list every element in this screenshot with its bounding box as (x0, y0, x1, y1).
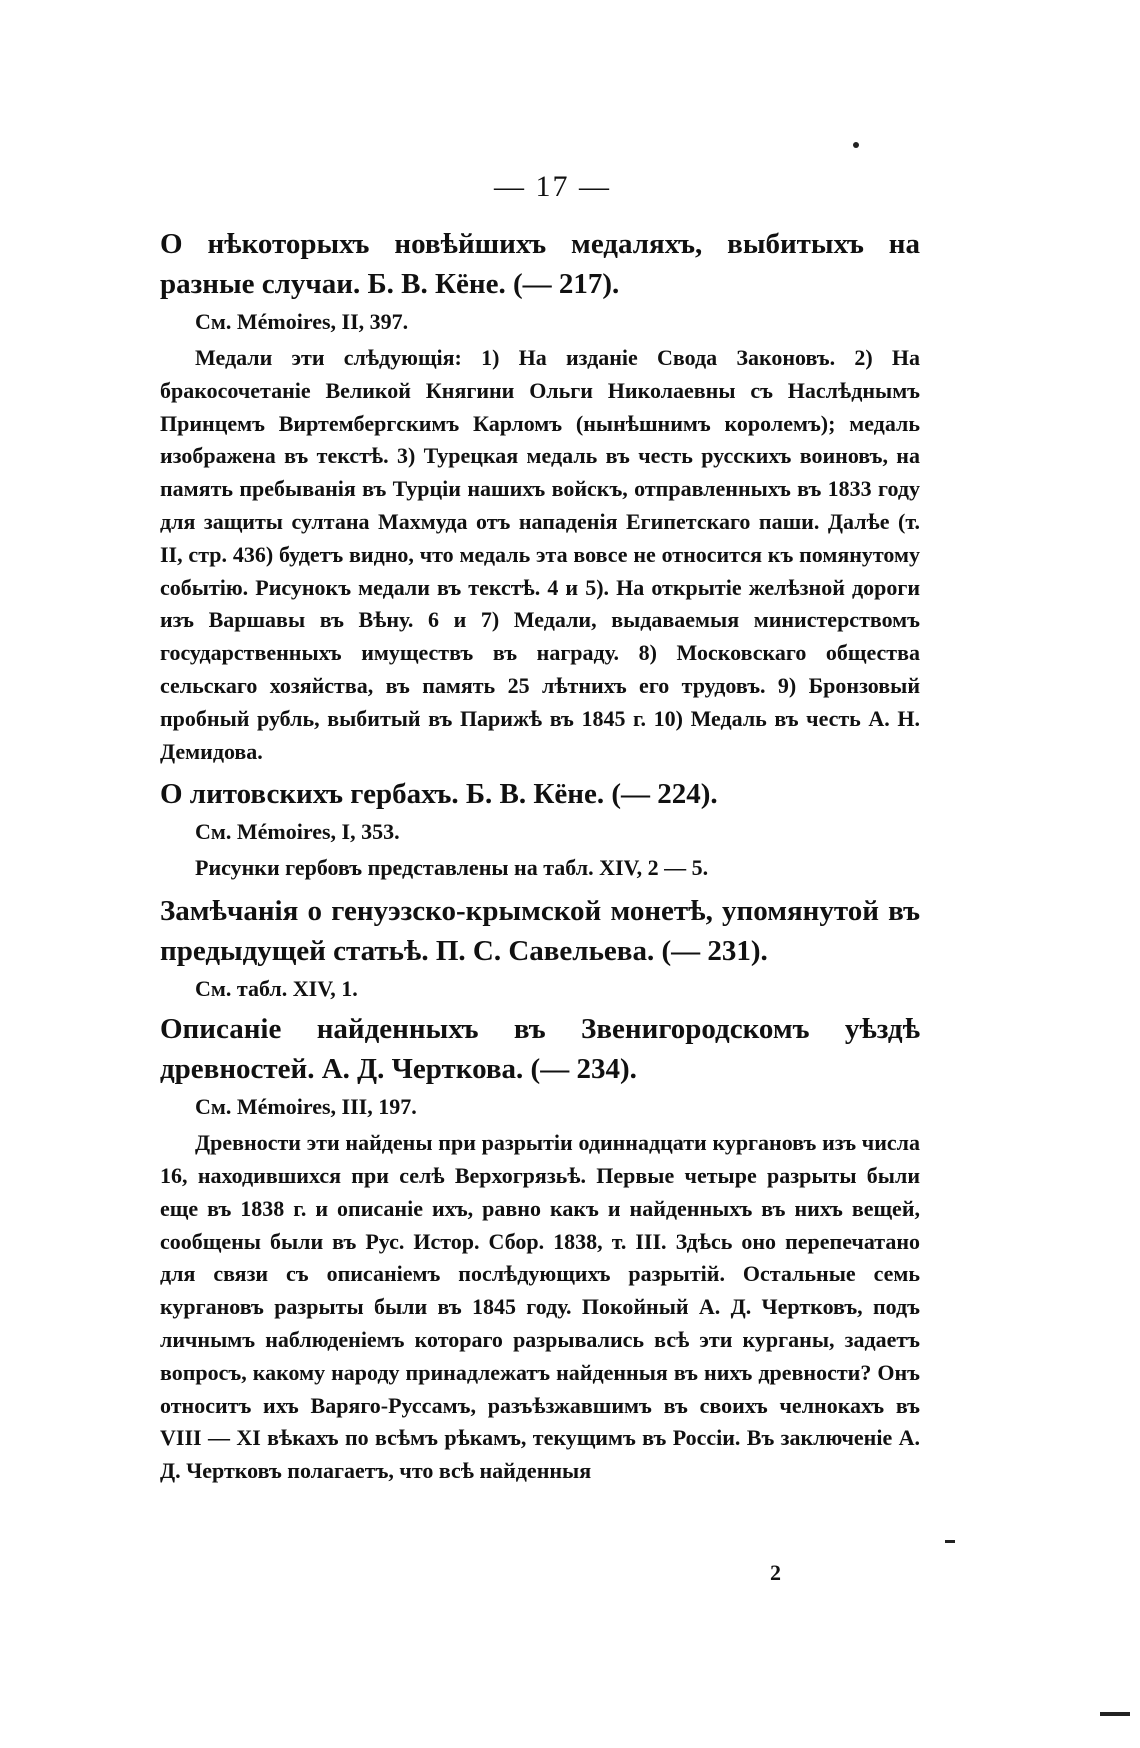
entry-title: О литовскихъ гербахъ. Б. В. Кёне. (— 224). (160, 778, 718, 811)
entry-3 (160, 891, 920, 1005)
scan-dash (945, 1540, 955, 1543)
entry-reference: См. табл. XIV, 1. (195, 976, 358, 1002)
entry-reference: См. Mémoires, I, 353. (195, 819, 400, 845)
entry-2 (160, 774, 920, 885)
entry-text: Древности эти найдены при разрытіи одиннадцати кургановъ изъ числа 16, находившихся при селѣ Верхогрязьѣ. Первые четыре разрыты были еще въ 1838 г. и описаніе ихъ, равно какъ и найденныхъ въ нихъ вещей, сообщены были въ Рус. Истор. Сбор. 1838, т. III. Здѣсь оно перепечатано для связи съ описаніемъ послѣдующихъ разрытій. Остальные семь кургановъ разрыты были въ 1845 году. Покойный А. Д. Чертковъ, подъ личнымъ наблюденіемъ котораго разрывались всѣ эти курганы, задаетъ вопросъ, какому народу принадлежатъ найденныя въ нихъ древности? Онъ относитъ ихъ Варяго-Руссамъ, разъѣзжавшимъ въ своихъ челнокахъ въ VIII — XI вѣкахъ по всѣмъ рѣкамъ, текущимъ въ Россіи. Въ заключеніе А. Д. Чертковъ полагаетъ, что всѣ найденныя (160, 1130, 920, 1484)
entry-1 (160, 224, 920, 768)
entry-reference: См. Mémoires, III, 197. (195, 1094, 417, 1120)
printer-signature-mark: 2 (770, 1560, 781, 1585)
page-number: — 17 — (494, 170, 611, 203)
entry-reference: См. Mémoires, II, 397. (195, 309, 409, 334)
scan-dash (1100, 1712, 1130, 1716)
entry-4 (160, 1009, 920, 1488)
entry-text: Рисунки гербовъ представлены на табл. XIV, 2 — 5. (195, 855, 709, 881)
entry-title: Описаніе найденныхъ въ Звенигородскомъ уѣздѣ древностей. А. Д. Черткова. (— 234). (160, 1013, 920, 1086)
entry-title: Замѣчанія о генуэзско-крымской монетѣ, упомянутой въ предыдущей статьѣ. П. С. Савельева. (— 231). (160, 895, 920, 968)
entry-title: О нѣкоторыхъ новѣйшихъ медаляхъ, выбитыхъ на разные случаи. Б. В. Кёне. (— 217). (160, 228, 920, 300)
scan-speck (853, 142, 859, 148)
document-page (160, 170, 920, 1494)
entry-text: Медали эти слѣдующія: 1) На изданіе Свода Законовъ. 2) На бракосочетаніе Великой Княгини Ольги Николаевны съ Наслѣднымъ Принцемъ Виртембергскимъ Карломъ (нынѣшнимъ королемъ); медаль изображена въ текстѣ. 3) Турецкая медаль въ честь русскихъ воиновъ, на память пребыванія въ Турціи нашихъ войскъ, отправленныхъ въ 1833 году для защиты султана Махмуда отъ нападенія Египетскаго паши. Далѣе (т. II, стр. 436) будетъ видно, что медаль эта вовсе не относится къ помянутому событію. Рисунокъ медали въ текстѣ. 4 и 5). На открытіе желѣзной дороги изъ Варшавы въ Вѣну. 6 и 7) Медали, выдаваемыя министерствомъ государственныхъ имуществъ въ награду. 8) Московскаго общества сельскаго хозяйства, въ память 25 лѣтнихъ его трудовъ. 9) Бронзовый пробный рубль, выбитый въ Парижѣ въ 1845 г. 10) Медаль въ честь А. Н. Демидова. (160, 345, 920, 764)
